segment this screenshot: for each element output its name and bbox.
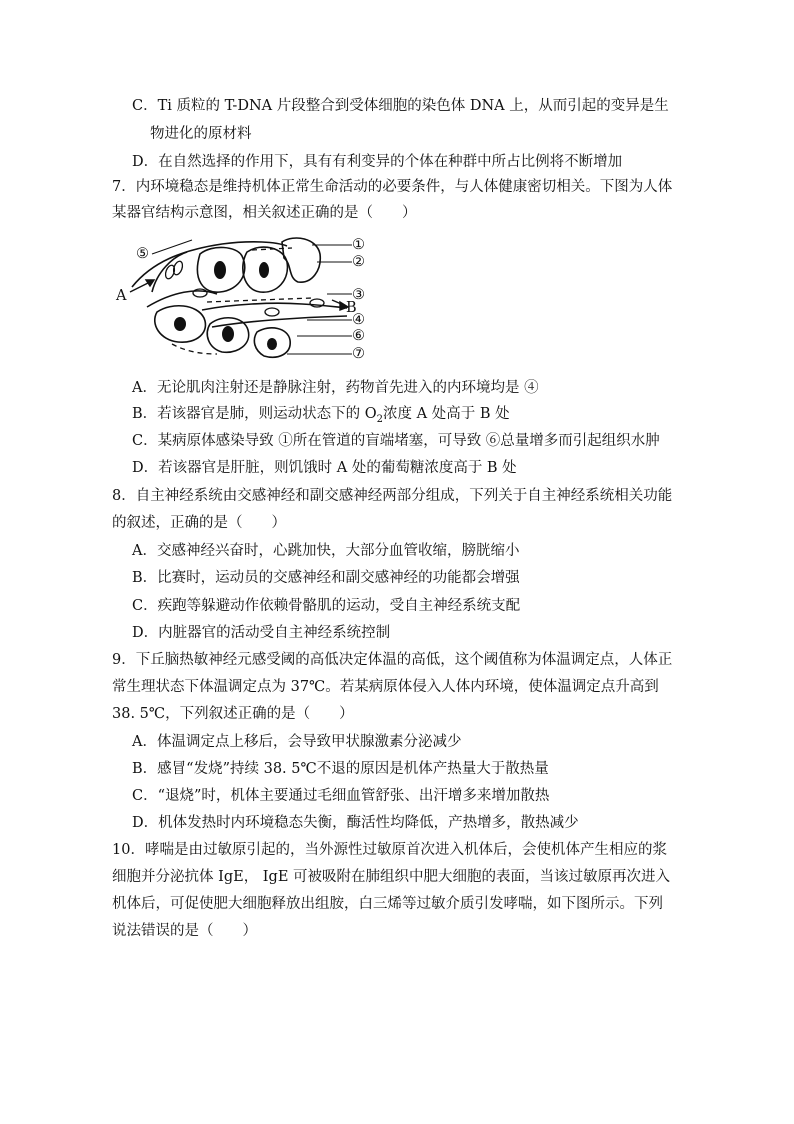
q9-option-d: D．机体发热时内环境稳态失衡，酶活性均降低，产热增多，散热减少	[132, 815, 579, 831]
q9-stem-line1: 9．下丘脑热敏神经元感受阈的高低决定体温的高低，这个阈值称为体温调定点，人体正	[112, 652, 673, 668]
q8-stem-line1: 8．自主神经系统由交感神经和副交感神经两部分组成，下列关于自主神经系统相关功能	[112, 488, 673, 504]
q8-option-c: C．疾跑等躲避动作依赖骨骼肌的运动，受自主神经系统支配	[132, 598, 521, 614]
q9-option-b: B．感冒“发烧”持续 38. 5℃不退的原因是机体产热量大于散热量	[132, 761, 549, 777]
q7-stem-line2: 某器官结构示意图，相关叙述正确的是（ ）	[112, 205, 417, 221]
q8-option-d: D．内脏器官的活动受自主神经系统控制	[132, 625, 391, 641]
diagram-label-1: ①	[352, 237, 365, 253]
q10-stem-line1: 10．哮喘是由过敏原引起的，当外源性过敏原首次进入机体后，会使机体产生相应的浆	[112, 842, 667, 858]
diagram-label-2: ②	[352, 254, 365, 270]
q7-option-d: D．若该器官是肝脏，则饥饿时 A 处的葡萄糖浓度高于 B 处	[132, 460, 517, 476]
q7-option-a: A．无论肌肉注射还是静脉注射，药物首先进入的内环境均是 ④	[132, 380, 539, 396]
q10-stem-line2: 细胞并分泌抗体 IgE， IgE 可被吸附在肺组织中肥大细胞的表面，当该过敏原再次进入	[112, 869, 671, 885]
dashed-line-3	[172, 344, 217, 354]
diagram-label-7: ⑦	[352, 346, 365, 362]
q7-option-c: C．某病原体感染导致 ①所在管道的盲端堵塞，可导致 ⑥总量增多而引起组织水肿	[132, 433, 660, 449]
diagram-label-5: ⑤	[136, 246, 149, 262]
dashed-line-2	[207, 298, 312, 302]
q6-option-d: D．在自然选择的作用下，具有有利变异的个体在种群中所占比例将不断增加	[132, 154, 623, 170]
nucleus-4	[222, 326, 234, 342]
nucleus-3	[174, 317, 186, 331]
diagram-label-4: ④	[352, 312, 365, 328]
q6-option-c-line1: C．Ti 质粒的 T-DNA 片段整合到受体细胞的染色体 DNA 上，从而引起的变异是生	[132, 98, 669, 114]
capillary-wall-mid	[202, 303, 347, 310]
q9-stem-line2: 常生理状态下体温调定点为 37℃。若某病原体侵入人体内环境，使体温调定点升高到	[112, 679, 659, 695]
diagram-label-b: B	[346, 300, 357, 316]
q9-option-c: C．“退烧”时，机体主要通过毛细血管舒张、出汗增多来增加散热	[132, 788, 550, 804]
q9-stem-line3: 38. 5℃，下列叙述正确的是（ ）	[112, 706, 354, 722]
diagram-label-6: ⑥	[352, 328, 365, 344]
nucleus-2	[259, 262, 269, 278]
q10-stem-line4: 说法错误的是（ ）	[112, 923, 257, 939]
q10-stem-line3: 机体后，可促使肥大细胞释放出组胺，白三烯等过敏介质引发哮喘，如下图所示。下列	[112, 896, 663, 912]
red-blood-cell-2	[172, 260, 184, 276]
red-blood-cell-4	[265, 308, 279, 316]
q8-option-a: A．交感神经兴奋时，心跳加快，大部分血管收缩，膀胱缩小	[132, 543, 520, 559]
nucleus-1	[214, 261, 226, 279]
q7-option-b: B．若该器官是肺，则运动状态下的 $O_2$浓度 A 处高于 B 处	[132, 406, 510, 425]
q8-option-b: B．比赛时，运动员的交感神经和副交感神经的功能都会增强	[132, 570, 520, 586]
arrow-a-head	[146, 280, 154, 286]
organ-structure-diagram	[112, 232, 382, 372]
nucleus-5	[267, 338, 277, 350]
q8-stem-line2: 的叙述，正确的是（ ）	[112, 515, 286, 531]
q9-option-a: A．体温调定点上移后，会导致甲状腺激素分泌减少	[132, 734, 462, 750]
q6-option-c-line2: 物进化的原材料	[150, 126, 252, 142]
diagram-label-a: A	[116, 288, 127, 304]
q7-stem-line1: 7．内环境稳态是维持机体正常生命活动的必要条件，与人体健康密切相关。下图为人体	[112, 179, 673, 195]
diagram-label-3: ③	[352, 287, 365, 303]
